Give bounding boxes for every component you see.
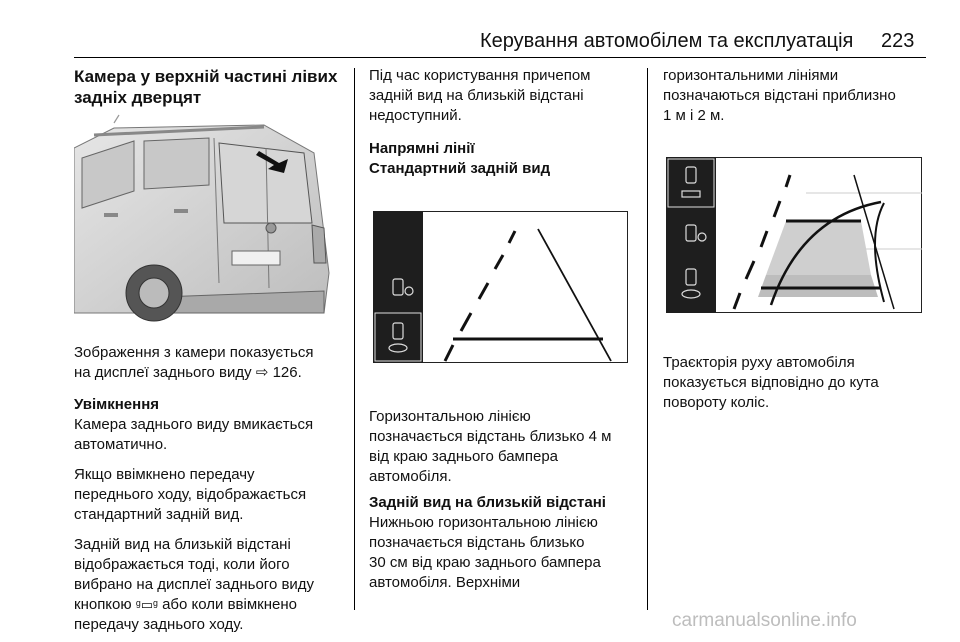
text-line: Якщо ввімкнено передачу <box>74 466 255 483</box>
text-line: Під час користування причепом <box>369 67 591 84</box>
close-view-diagram <box>666 157 922 313</box>
trailer-note <box>369 66 634 126</box>
trajectory-text <box>663 353 927 413</box>
watermark: carmanualsonline.info <box>672 610 857 631</box>
guide-lines-heading: Напрямні лінії <box>369 140 475 157</box>
text-line: повороту коліс. <box>663 394 770 411</box>
close-view-text <box>74 535 344 635</box>
arrow-ref-icon: ⇨ <box>255 364 269 381</box>
text-line: передачу заднього ходу. <box>74 616 244 633</box>
heading-line: задніх дверцят <box>74 88 202 107</box>
column-1 <box>74 66 344 108</box>
text-line: позначаються відстані приблизно <box>663 87 896 104</box>
text-line: Камера заднього виду вмикається <box>74 416 314 433</box>
van-camera-illustration <box>74 113 336 323</box>
text-line: автомобіля. Верхніми <box>369 574 521 591</box>
distance-lines-text <box>663 66 927 126</box>
column-2 <box>369 66 634 179</box>
standard-view-screen <box>373 211 628 363</box>
activation-heading: Увімкнення <box>74 396 160 413</box>
forward-gear-text <box>74 465 344 525</box>
text-line: показується відповідно до кута <box>663 374 879 391</box>
header-title: Керування автомобілем та експлуатація <box>480 30 854 52</box>
text-line: Горизонтальною лінією <box>369 408 531 425</box>
text-line: Нижньою горизонтальною лінією <box>369 514 598 531</box>
column-divider-2 <box>647 68 648 610</box>
column-3-lower <box>663 353 927 413</box>
column-3 <box>663 66 927 126</box>
text-line: Траєкторія руху автомобіля <box>663 354 855 371</box>
camera-button-icon: ᵍ▭ᵍ <box>135 597 158 612</box>
heading-line: Камера у верхній частині лівих <box>74 67 338 86</box>
standard-view-heading: Стандартний задній вид <box>369 160 551 177</box>
standard-view-diagram <box>373 211 628 363</box>
text-line: вибрано на дисплеї заднього виду <box>74 576 315 593</box>
text-line: переднього ходу, відображається <box>74 486 307 503</box>
text-line: на дисплеї заднього виду <box>74 364 252 381</box>
text-line: Зображення з камери показується <box>74 344 314 361</box>
text-line: стандартний задній вид. <box>74 506 244 523</box>
van-rear-image <box>74 113 336 323</box>
camera-caption <box>74 343 344 383</box>
close-view-heading: Задній вид на близькій відстані <box>369 494 606 511</box>
standard-view-text <box>369 407 634 487</box>
text-line: від краю заднього бампера <box>369 448 559 465</box>
page-reference[interactable]: 126. <box>272 364 302 381</box>
column-1-lower <box>74 343 344 635</box>
text-line: позначається відстань близько <box>369 534 585 551</box>
text-line: автоматично. <box>74 436 168 453</box>
text-line: автомобіля. <box>369 468 452 485</box>
column-2-lower <box>369 407 634 593</box>
text-line: 1 м і 2 м. <box>663 107 725 124</box>
close-view-screen <box>666 157 922 313</box>
text-fragment: або коли ввімкнено <box>162 596 297 613</box>
text-line: горизонтальними лініями <box>663 67 839 84</box>
text-line: недоступний. <box>369 107 462 124</box>
section-heading <box>74 66 344 108</box>
text-fragment: кнопкою <box>74 596 132 613</box>
page-number: 223 <box>881 30 915 52</box>
text-line: Задній вид на близькій відстані <box>74 536 291 553</box>
text-line: відображається тоді, коли його <box>74 556 290 573</box>
text-line: позначається відстань близько 4 м <box>369 428 612 445</box>
header-rule <box>74 57 926 58</box>
close-view-description <box>369 513 634 593</box>
text-line: задній вид на близькій відстані <box>369 87 584 104</box>
activation-text <box>74 415 344 455</box>
text-line: 30 см від краю заднього бампера <box>369 554 601 571</box>
column-divider-1 <box>354 68 355 610</box>
